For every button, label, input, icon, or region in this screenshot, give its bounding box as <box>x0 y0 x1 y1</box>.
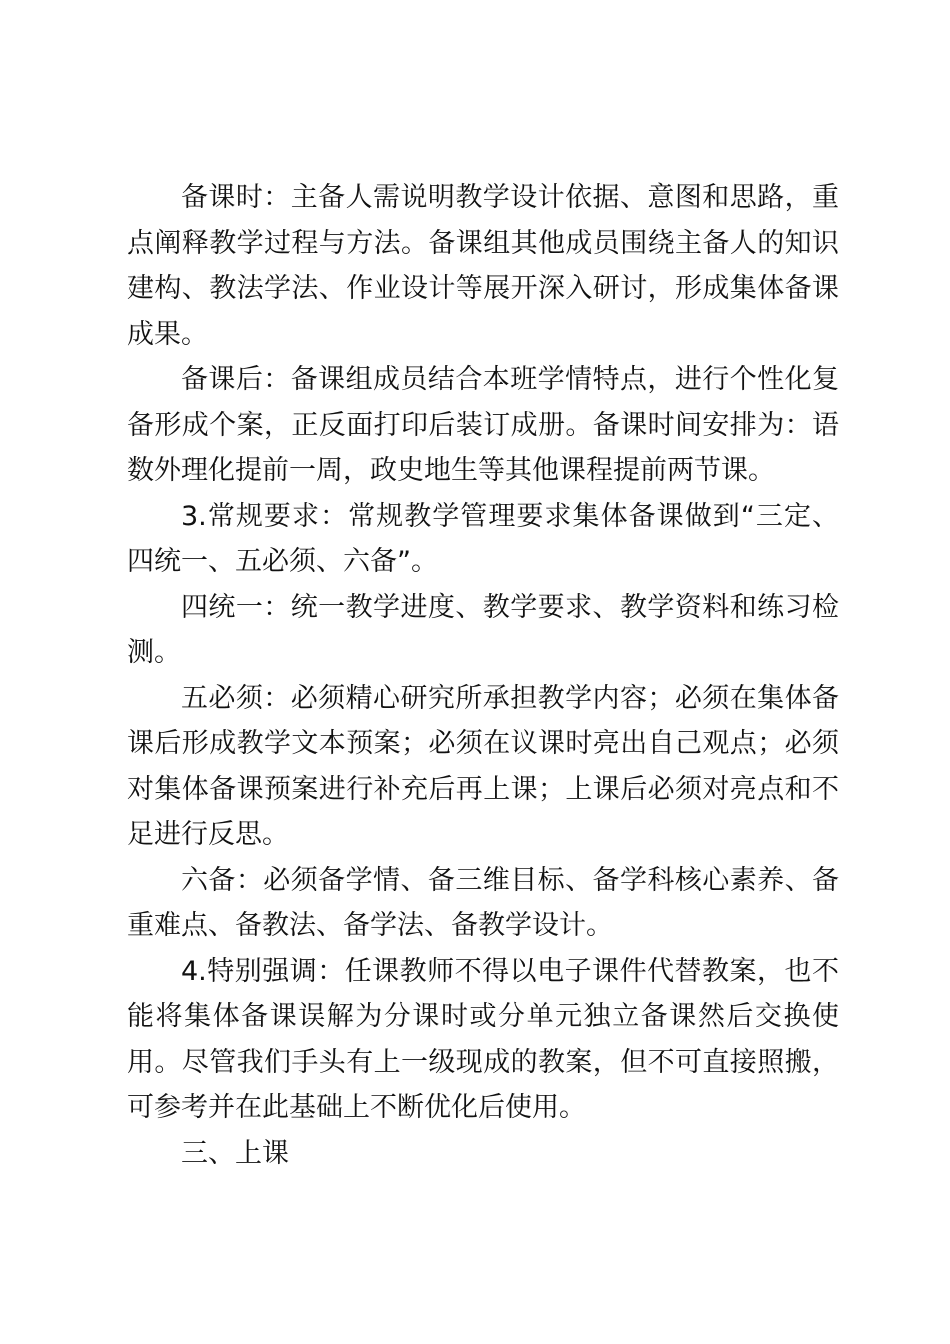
paragraph-five-musts: 五必须：必须精心研究所承担教学内容；必须在集体备课后形成教学文本预案；必须在议课时亮出自己观点；必须对集体备课预案进行补充后再上课；上课后必须对亮点和不足进行反思。 <box>127 682 839 850</box>
paragraph-four-unifications: 四统一：统一教学进度、教学要求、教学资料和练习检测。 <box>127 591 839 668</box>
paragraph-preparation-during: 备课时：主备人需说明教学设计依据、意图和思路，重点阐释教学过程与方法。备课组其他成员围绕主备人的知识建构、教法学法、作业设计等展开深入研讨，形成集体备课成果。 <box>127 182 839 350</box>
paragraph-preparation-after: 备课后：备课组成员结合本班学情特点，进行个性化复备形成个案，正反面打印后装订成册。备课时间安排为：语数外理化提前一周，政史地生等其他课程提前两节课。 <box>127 364 839 486</box>
document-body <box>127 175 839 1176</box>
section-heading-class: 三、上课 <box>181 1137 289 1169</box>
paragraph-special-emphasis: 4.特别强调：任课教师不得以电子课件代替教案，也不能将集体备课误解为分课时或分单元独立备课然后交换使用。尽管我们手头有上一级现成的教案，但不可直接照搬，可参考并在此基础上不断优化后使用。 <box>127 955 839 1123</box>
paragraph-routine-requirements: 3.常规要求：常规教学管理要求集体备课做到“三定、四统一、五必须、六备”。 <box>127 500 839 577</box>
paragraph-six-preparations: 六备：必须备学情、备三维目标、备学科核心素养、备重难点、备教法、备学法、备教学设计。 <box>127 864 839 941</box>
